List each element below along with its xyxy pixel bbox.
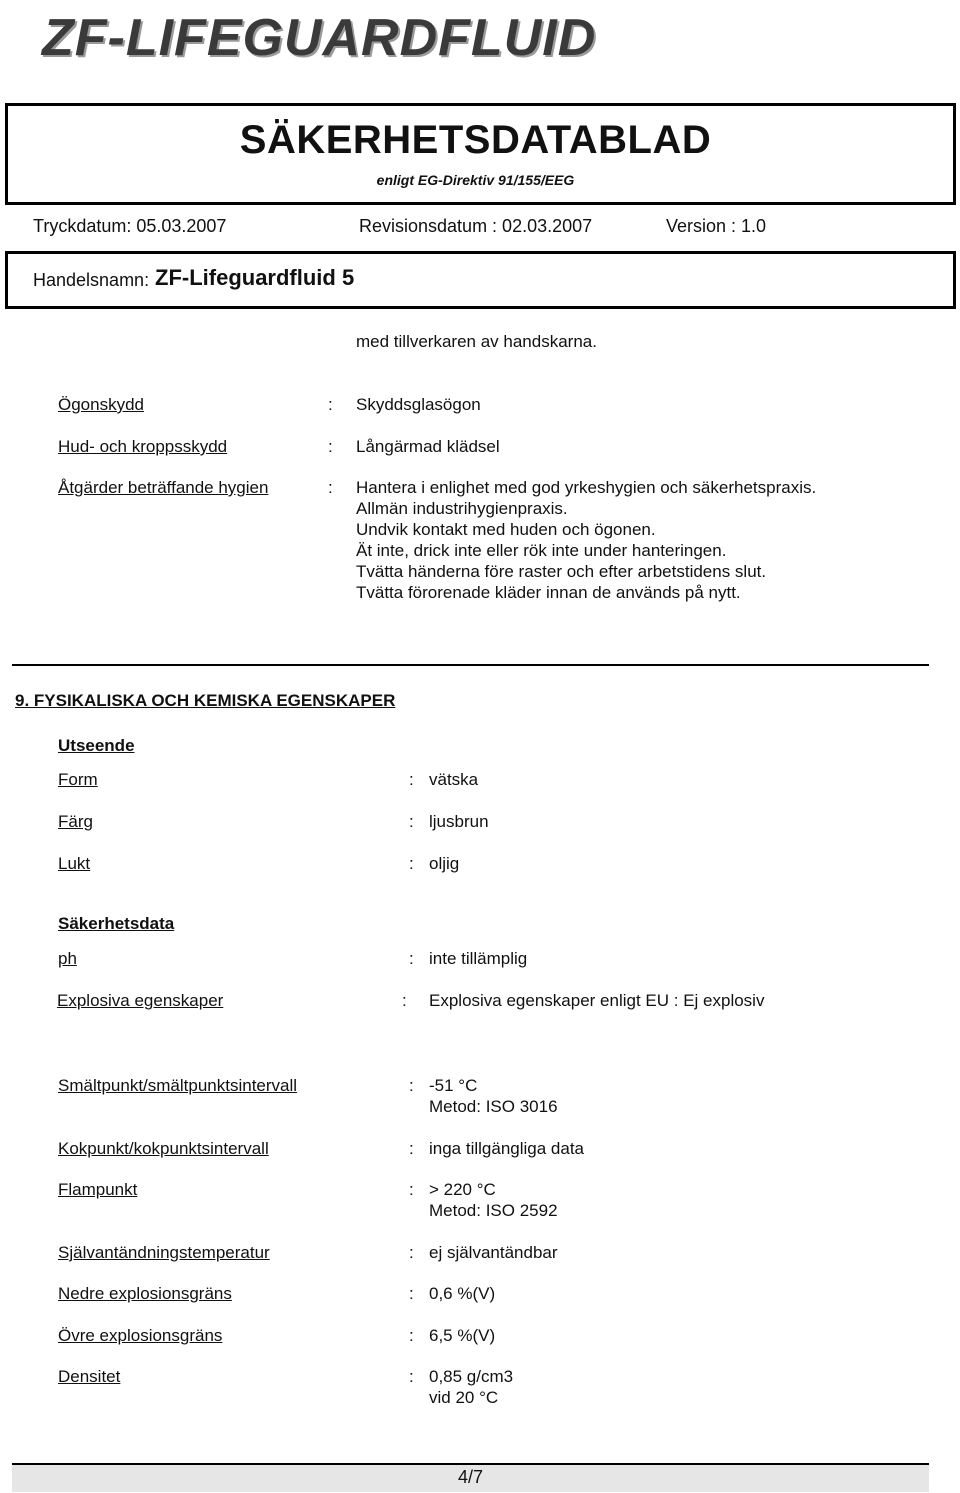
property-colon: : [409, 1139, 414, 1158]
property-value: 0,85 g/cm3 [429, 1367, 514, 1386]
company-logo [12, 0, 662, 92]
property-colon: : [409, 854, 414, 873]
property-label: Lukt [58, 854, 91, 873]
version: Version : 1.0 [666, 216, 767, 236]
property-colon: : [409, 949, 414, 968]
property-colon: : [409, 1243, 414, 1262]
property-value: > 220 °C [429, 1180, 496, 1199]
property-value: ej självantändbar [429, 1243, 558, 1262]
section-divider [12, 664, 929, 666]
property-value: 0,6 %(V) [429, 1284, 496, 1303]
row-label: Hud- och kroppsskydd [58, 437, 228, 456]
property-label: Flampunkt [58, 1180, 138, 1199]
trade-name-value: ZF-Lifeguardfluid 5 [155, 265, 355, 290]
hygiene-line: Undvik kontakt med huden och ögonen. [356, 520, 656, 539]
safety-heading: Säkerhetsdata [58, 914, 175, 933]
revision-date: Revisionsdatum : 02.03.2007 [359, 216, 593, 236]
property-value: 6,5 %(V) [429, 1326, 496, 1345]
hygiene-line: Ät inte, drick inte eller rök inte under hanteringen. [356, 541, 727, 560]
property-value: ljusbrun [429, 812, 489, 831]
property-colon: : [409, 1076, 414, 1095]
property-value: inga tillgängliga data [429, 1139, 585, 1158]
property-label: Färg [58, 812, 93, 831]
document-subtitle: enligt EG-Direktiv 91/155/EEG [376, 172, 575, 188]
hygiene-line: Tvätta förorenade kläder innan de används på nytt. [356, 583, 741, 602]
row-value: Skyddsglasögon [356, 395, 481, 414]
property-label: ph [58, 949, 77, 968]
row-label: Åtgärder beträffande hygien [58, 478, 269, 497]
property-colon: : [409, 1367, 414, 1386]
property-value: vätska [429, 770, 479, 789]
row-value: Långärmad klädsel [356, 437, 500, 456]
property-method: Metod: ISO 3016 [429, 1097, 558, 1116]
row-colon: : [328, 437, 333, 456]
property-colon: : [409, 770, 414, 789]
document-title: SÄKERHETSDATABLAD [239, 118, 712, 162]
property-value: inte tillämplig [429, 949, 528, 968]
property-label: Kokpunkt/kokpunktsintervall [58, 1139, 269, 1158]
property-label: Explosiva egenskaper [57, 991, 224, 1010]
row-colon: : [328, 478, 333, 497]
row-label: Ögonskydd [58, 395, 144, 414]
property-method: Metod: ISO 2592 [429, 1201, 558, 1220]
property-label: Form [58, 770, 98, 789]
property-label: Självantändningstemperatur [58, 1243, 270, 1262]
property-value: Explosiva egenskaper enligt EU : Ej explosiv [429, 991, 765, 1010]
row-colon: : [328, 395, 333, 414]
hygiene-line: Allmän industrihygienpraxis. [356, 499, 568, 518]
continued-text: med tillverkaren av handskarna. [356, 332, 597, 351]
print-date: Tryckdatum: 05.03.2007 [33, 216, 227, 236]
logo-text: ZF-LIFEGUARDFLUID [42, 9, 597, 67]
property-label: Nedre explosionsgräns [58, 1284, 232, 1303]
property-value: -51 °C [429, 1076, 478, 1095]
page-number: 4/7 [457, 1467, 484, 1487]
appearance-heading: Utseende [58, 736, 135, 755]
property-colon: : [402, 991, 407, 1010]
hygiene-line: Hantera i enlighet med god yrkeshygien och säkerhetspraxis. [356, 478, 817, 497]
trade-name-label: Handelsnamn: [33, 270, 150, 290]
property-label: Övre explosionsgräns [58, 1326, 223, 1345]
property-label: Densitet [58, 1367, 121, 1386]
property-colon: : [409, 812, 414, 831]
section-heading: 9. FYSIKALISKA OCH KEMISKA EGENSKAPER [15, 691, 396, 710]
property-colon: : [409, 1326, 414, 1345]
property-label: Smältpunkt/smältpunktsintervall [58, 1076, 298, 1095]
property-colon: : [409, 1284, 414, 1303]
property-colon: : [409, 1180, 414, 1199]
property-value: oljig [429, 854, 460, 873]
hygiene-line: Tvätta händerna före raster och efter arbetstidens slut. [356, 562, 767, 581]
property-condition: vid 20 °C [429, 1388, 499, 1407]
